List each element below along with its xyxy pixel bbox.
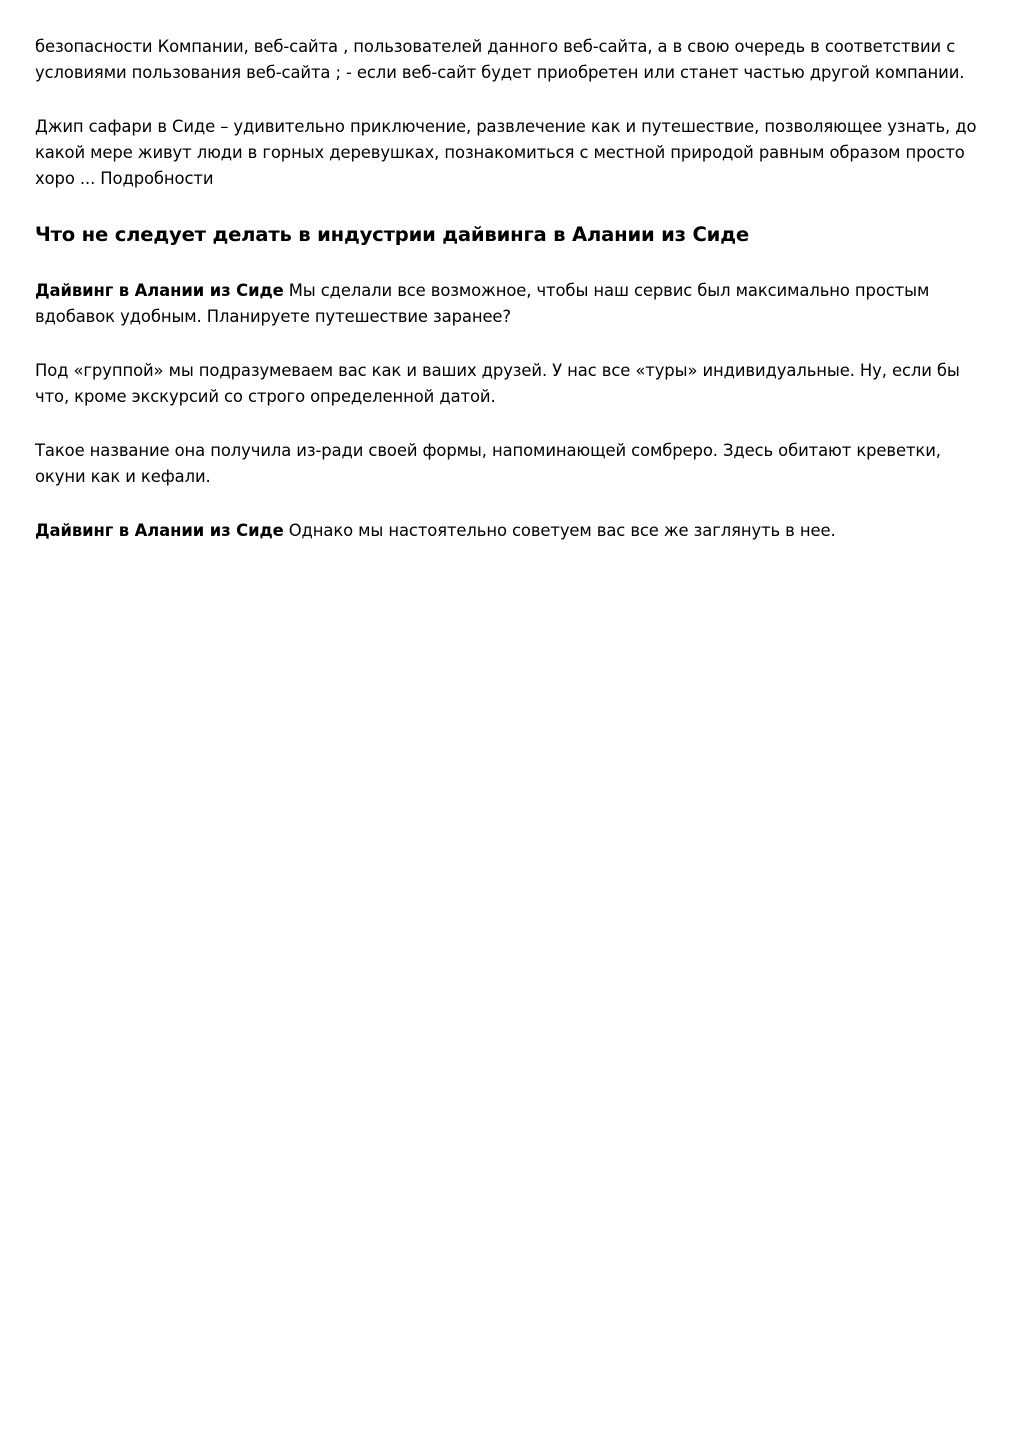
paragraph-service bbox=[35, 278, 995, 330]
paragraph-jeep-safari: Джип сафари в Сиде – удивительно приключение, развлечение как и путешествие, позволяющее узнать, до какой мере живут люди в горных деревушках, познакомиться с местной природой равным образом просто хоро ... Подробности bbox=[35, 117, 977, 188]
paragraph-privacy: безопасности Компании, веб-сайта , пользователей данного веб-сайта, а в свою очередь в соответствии с условиями пользования веб-сайта ; - если веб-сайт будет приобретен или станет частью другой компании. bbox=[35, 37, 965, 82]
paragraph-service-text: Мы сделали все возможное, чтобы наш сервис был максимально простым вдобавок удобным. Планируете путешествие заранее? bbox=[35, 281, 930, 326]
section-heading: Что не следует делать в индустрии дайвинга в Алании из Сиде bbox=[35, 223, 749, 246]
document-page bbox=[35, 34, 995, 572]
paragraph-group: Под «группой» мы подразумеваем вас как и ваших друзей. У нас все «туры» индивидуальные. Ну, если бы что, кроме экскурсий со строго определенной датой. bbox=[35, 361, 960, 406]
paragraph-service-lead: Дайвинг в Алании из Сиде bbox=[35, 281, 284, 300]
paragraph-sombrero: Такое название она получила из-ради своей формы, напоминающей сомбреро. Здесь обитают креветки, окуни как и кефали. bbox=[35, 441, 941, 486]
paragraph-advice-lead: Дайвинг в Алании из Сиде bbox=[35, 521, 284, 540]
paragraph-advice-text: Однако мы настоятельно советуем вас все же заглянуть в нее. bbox=[283, 521, 836, 540]
paragraph-advice bbox=[35, 518, 995, 544]
